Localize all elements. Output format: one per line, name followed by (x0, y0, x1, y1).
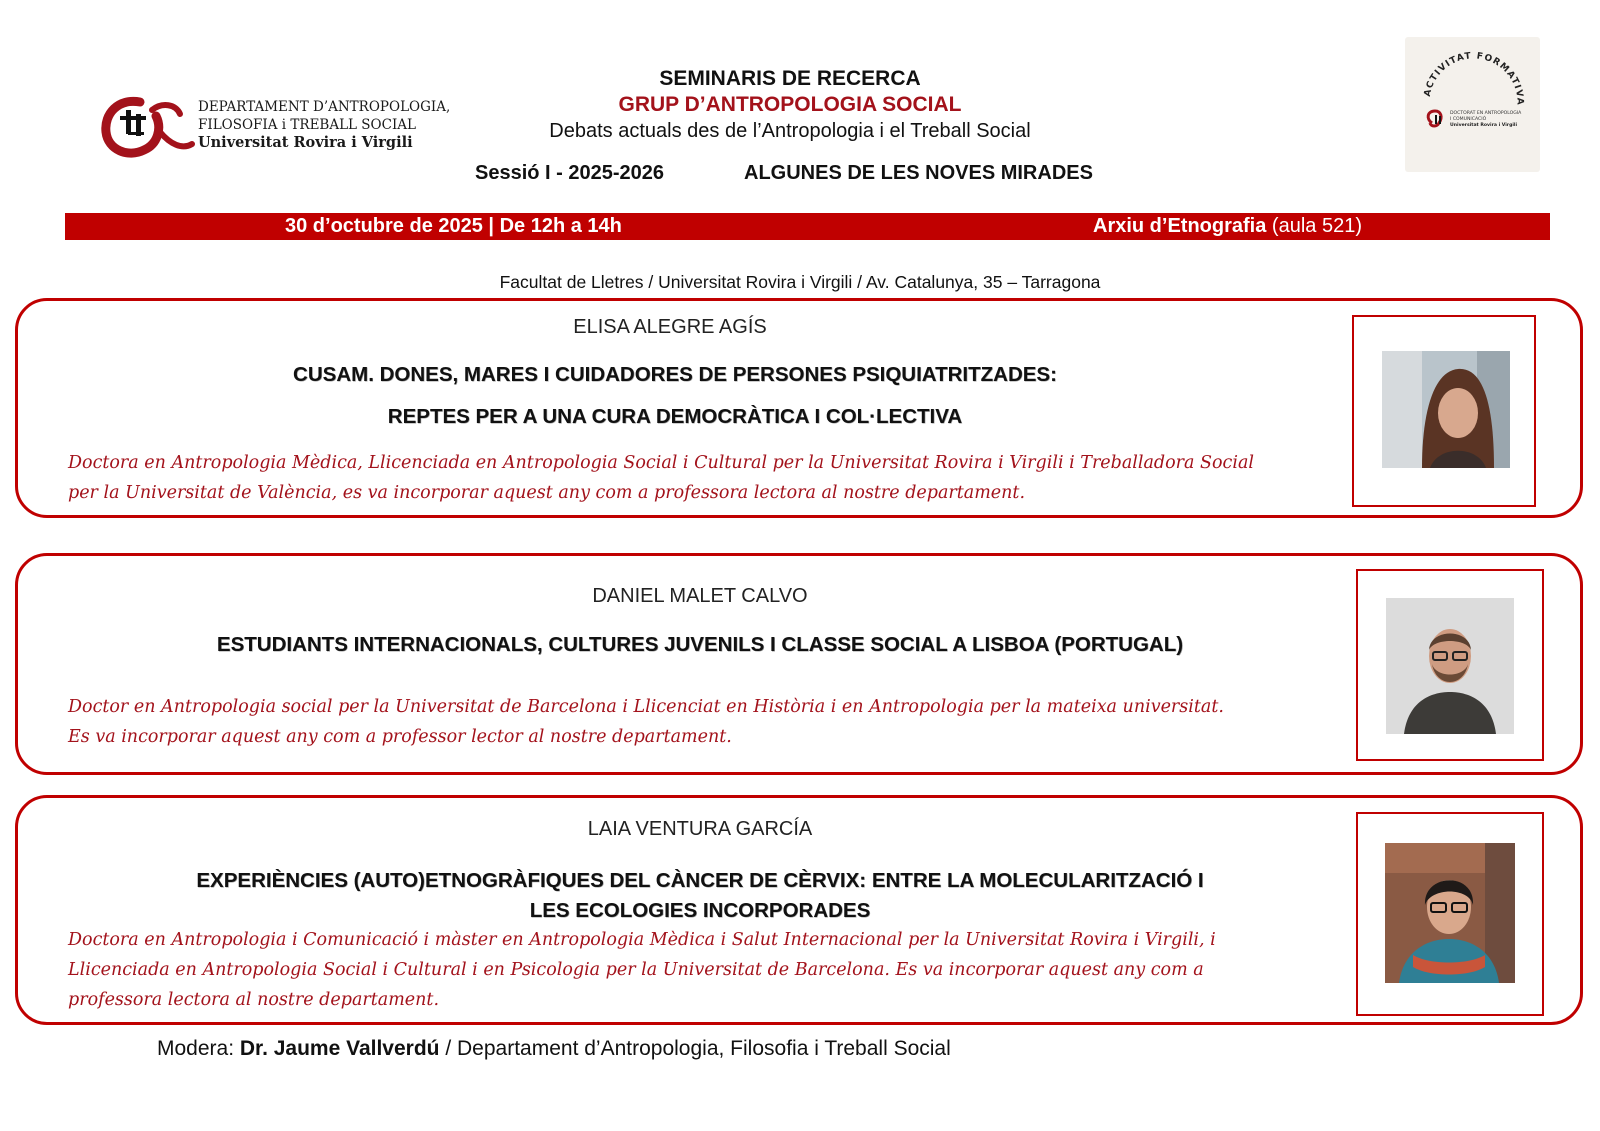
event-location-room: (aula 521) (1271, 215, 1362, 237)
event-location (1093, 215, 1362, 238)
event-location-name: Arxiu d’Etnografia (1093, 215, 1267, 237)
department-line2: FILOSOFIA i TREBALL SOCIAL (198, 117, 417, 133)
department-line1: DEPARTAMENT D’ANTROPOLOGIA, (198, 99, 451, 115)
talk-title-line1: EXPERIÈNCIES (AUTO)ETNOGRÀFIQUES DEL CÀNCER DE CÈRVIX: ENTRE LA MOLECULARITZACIÓ I (196, 869, 1204, 892)
speaker-name: LAIA VENTURA GARCÍA (587, 818, 813, 840)
badge-line3: Universitat Rovira i Virgili (1450, 123, 1518, 128)
event-date-time: 30 d’octubre de 2025 | De 12h a 14h (285, 215, 622, 237)
seminar-subtitle: Debats actuals des de l’Antropologia i el Treball Social (549, 120, 1031, 142)
moderator-affiliation: / Departament d’Antropologia, Filosofia i Treball Social (445, 1037, 951, 1060)
talk-title (100, 630, 1300, 660)
seminar-header (549, 66, 1031, 144)
talk-title-line2: LES ECOLOGIES INCORPORADES (529, 899, 871, 922)
department-line3: Universitat Rovira i Virgili (198, 134, 413, 151)
date-location-band (65, 213, 1550, 240)
department-logo-mark (100, 92, 195, 162)
speaker-bio-line1: Doctora en Antropologia Mèdica, Llicenciada en Antropologia Social i Cultural per la Universitat Rovira i Virgili i Treballadora Social (68, 453, 1254, 473)
seminar-title: SEMINARIS DE RECERCA (659, 67, 921, 90)
speaker-photo (1385, 843, 1515, 983)
moderator-label: Modera: (157, 1037, 235, 1060)
badge-ring-text: ACTIVITAT FORMATIVA (1422, 51, 1525, 107)
speaker-bio-line2: Llicenciada en Antropologia Social i Cultural i en Psicologia per la Universitat de Barcelona. Es va incorporar aquest any com a (68, 960, 1204, 980)
activity-badge-seal (1405, 37, 1540, 172)
svg-text:ACTIVITAT FORMATIVA (1423, 51, 1525, 106)
moderator-name: Dr. Jaume Vallverdú (239, 1037, 440, 1060)
talk-title-line1: ESTUDIANTS INTERNACIONALS, CULTURES JUVENILS I CLASSE SOCIAL A LISBOA (PORTUGAL) (216, 633, 1184, 656)
research-group: GRUP D’ANTROPOLOGIA SOCIAL (618, 93, 962, 116)
speaker-bio-line2: per la Universitat de València, es va incorporar aquest any com a professora lectora al nostre departament. (68, 483, 1026, 503)
speaker-bio (68, 692, 1224, 752)
talk-title-line2: REPTES PER A UNA CURA DEMOCRÀTICA I COL·LECTIVA (387, 405, 963, 428)
speaker-name: ELISA ALEGRE AGÍS (573, 316, 767, 338)
speaker-photo (1382, 351, 1510, 468)
speaker-bio-line1: Doctora en Antropologia i Comunicació i màster en Antropologia Mèdica i Salut Internacional per la Universitat Rovira i Virgili, i (68, 930, 1216, 950)
session-number: Sessió I - 2025-2026 (475, 162, 665, 184)
event-address: Facultat de Lletres / Universitat Rovira i Virgili / Av. Catalunya, 35 – Tarragona (499, 272, 1101, 292)
speaker-photo (1386, 598, 1514, 734)
talk-title (110, 866, 1290, 926)
speaker-name: DANIEL MALET CALVO (592, 585, 808, 607)
session-title: ALGUNES DE LES NOVES MIRADES (744, 162, 1093, 184)
moderator-line (157, 1037, 951, 1061)
badge-line1: DOCTORAT EN ANTROPOLOGIA (1450, 111, 1522, 116)
badge-line2: I COMUNICACIÓ (1450, 117, 1487, 122)
talk-title (120, 360, 1230, 432)
speaker-bio (68, 925, 1216, 1015)
department-logo (100, 92, 460, 162)
speaker-bio-line2: Es va incorporar aquest any com a professor lector al nostre departament. (68, 727, 732, 747)
talk-title-line1: CUSAM. DONES, MARES I CUIDADORES DE PERSONES PSIQUIATRITZADES: (293, 363, 1057, 386)
speaker-bio (68, 448, 1254, 508)
speaker-bio-line1: Doctor en Antropologia social per la Universitat de Barcelona i Llicenciat en Història i en Antropologia per la mateixa universitat. (68, 697, 1224, 717)
activity-badge (1405, 37, 1540, 172)
speaker-bio-line3: professora lectora al nostre departament. (68, 990, 440, 1010)
department-name (198, 98, 450, 152)
